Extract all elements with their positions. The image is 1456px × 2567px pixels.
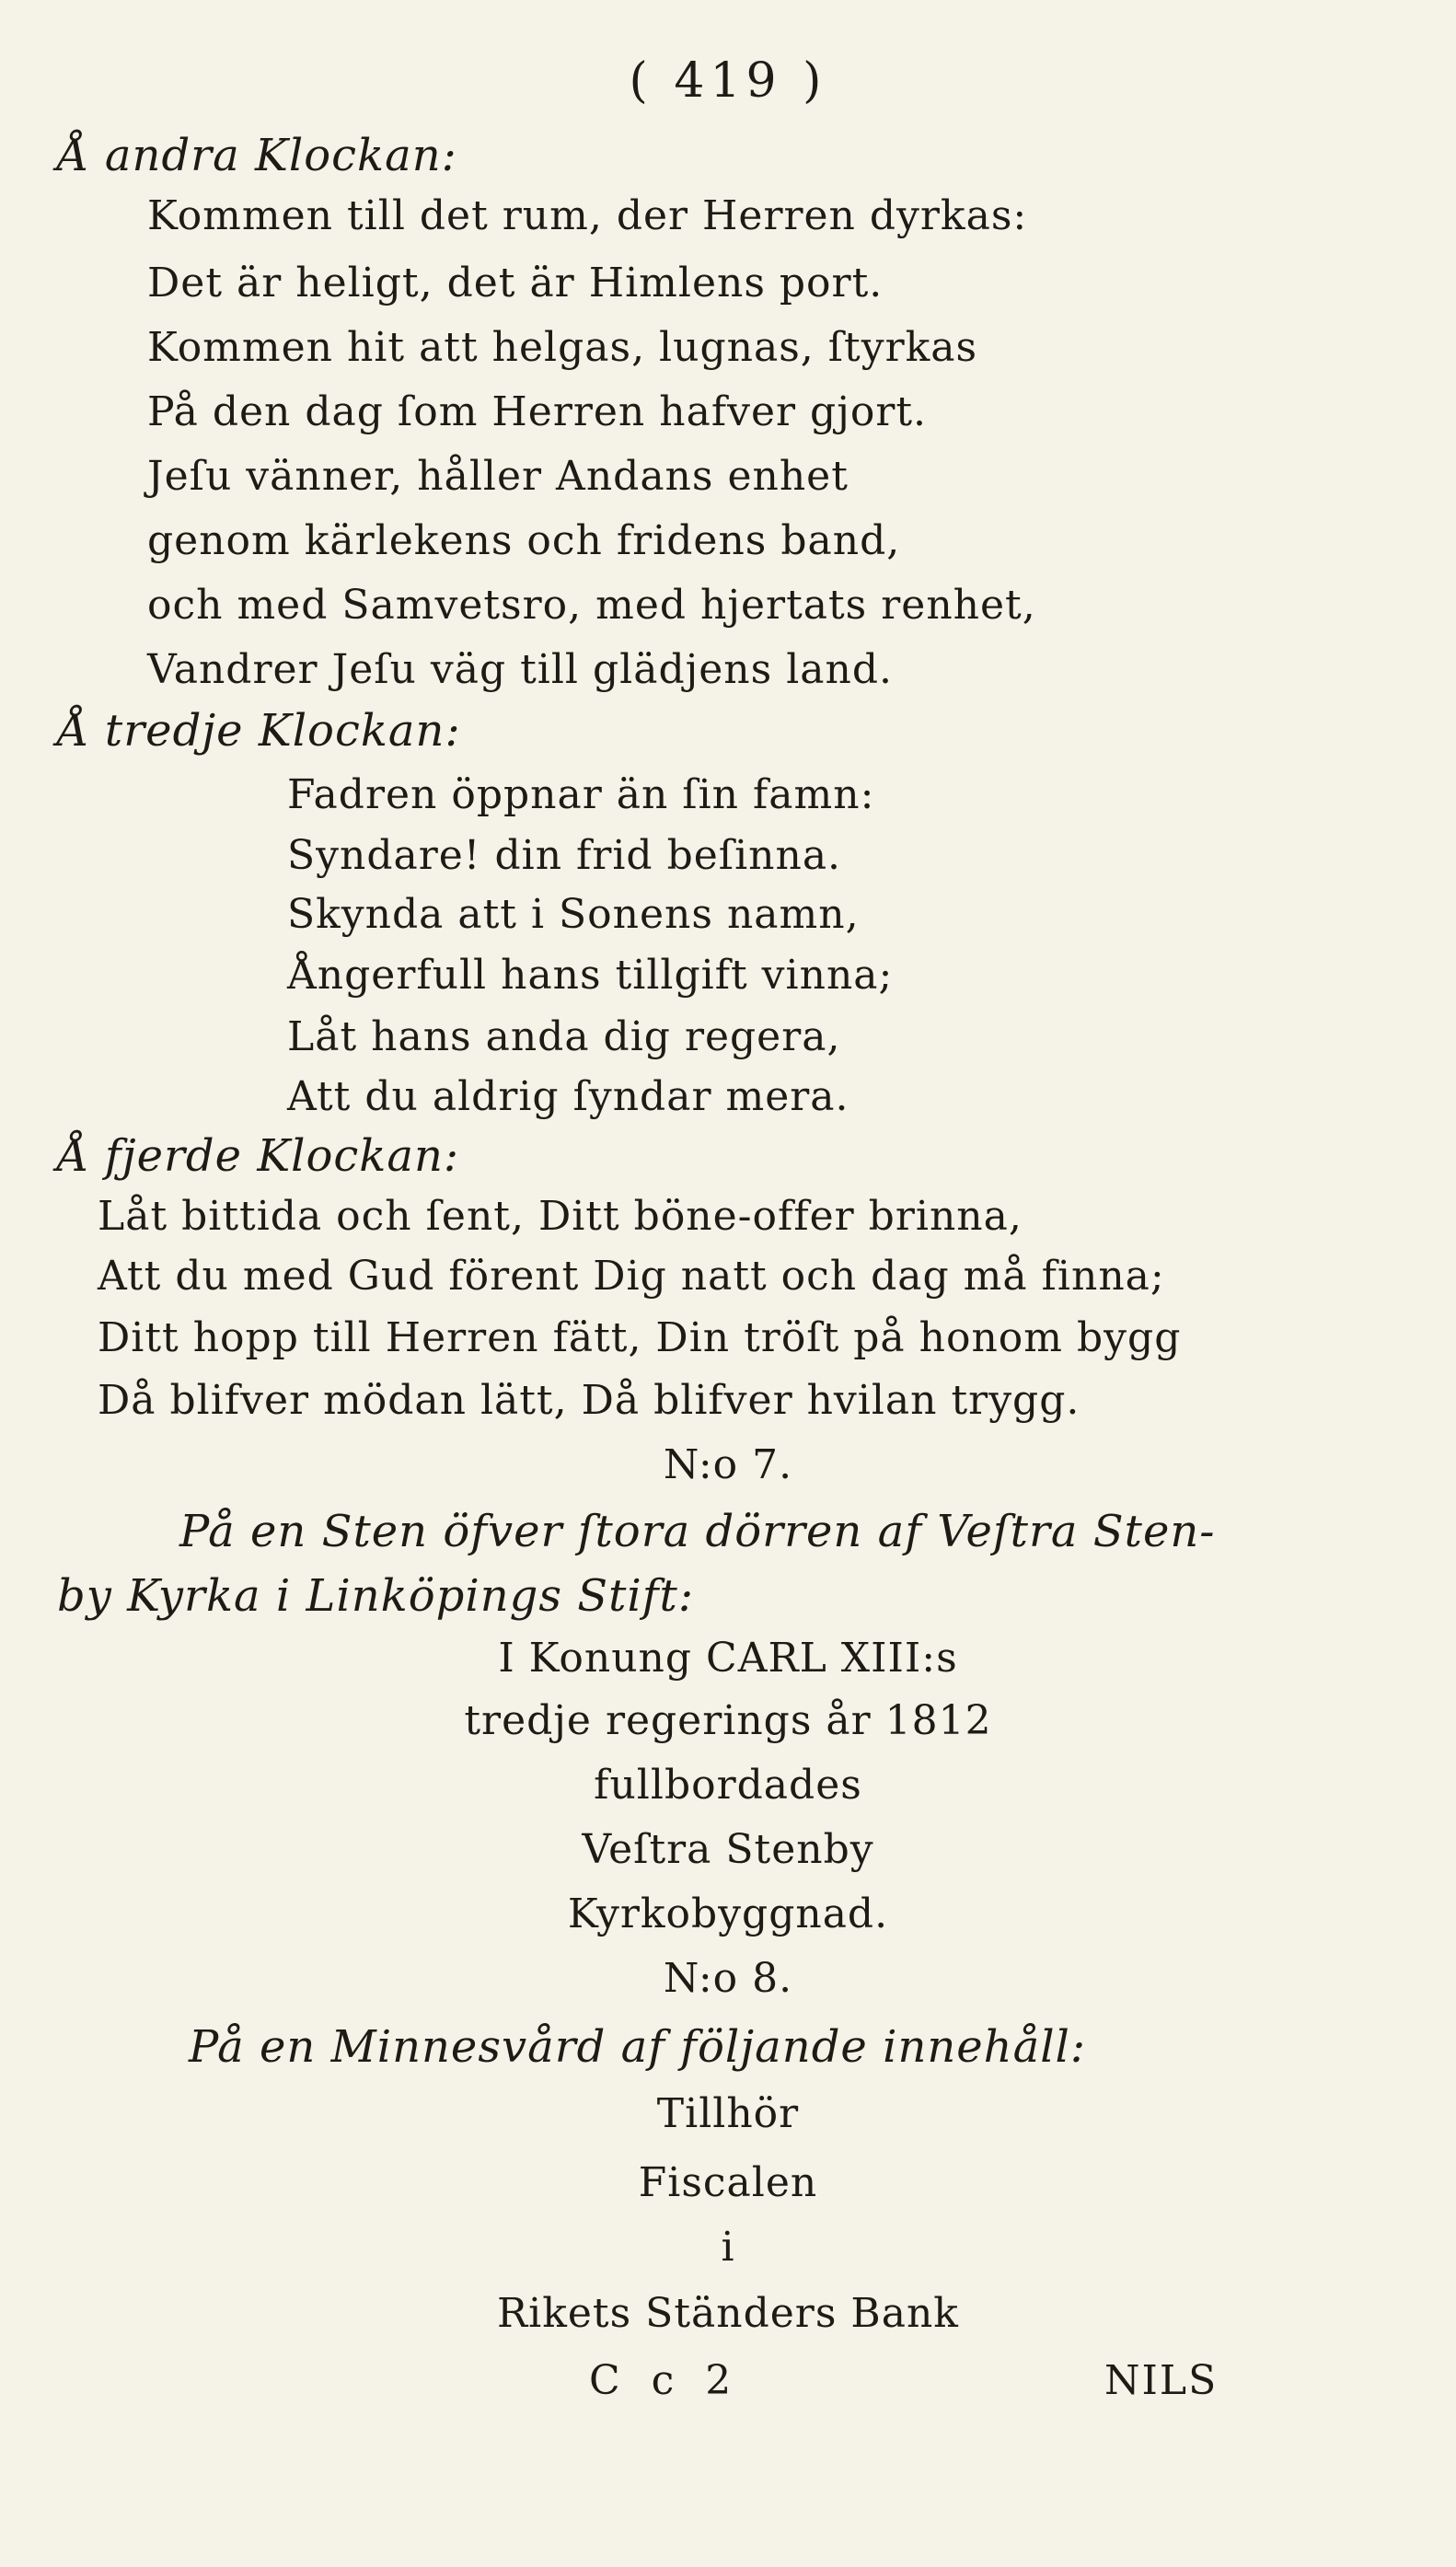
inscription-line: tredje regerings år 1812 (464, 1697, 992, 1744)
verse-line: På den dag ſom Herren hafver gjort. (147, 388, 928, 435)
inscription-line: I Konung CARL XIII:s (498, 1635, 958, 1682)
verse-line: Ditt hopp till Herren fätt, Din tröſt på honom bygg (98, 1314, 1182, 1361)
inscription-line: Kyrkobyggnad. (567, 1891, 889, 1937)
verse-line: genom kärlekens och fridens band, (147, 517, 901, 564)
verse-line: Det är heligt, det är Himlens port. (147, 260, 884, 306)
inscription-line: fullbordades (594, 1762, 862, 1809)
section-heading-fjerde: Å fjerde Klockan: (57, 1130, 460, 1182)
inscription-number-7: N:o 7. (663, 1441, 793, 1488)
verse-line: Fadren öppnar än ſin famn: (287, 771, 875, 818)
inscription-line: i (721, 2224, 735, 2271)
verse-line: Att du aldrig ſyndar mera. (287, 1073, 849, 1120)
inscription-line: Fiscalen (638, 2159, 818, 2206)
verse-line: Låt bittida och ſent, Ditt böne-offer brinna, (98, 1193, 1023, 1240)
page-number: ( 419 ) (629, 53, 827, 109)
inscription-heading-7: På en Sten öfver ſtora dörren af Veſtra Sten- (179, 1506, 1216, 1557)
verse-line: Kommen till det rum, der Herren dyrkas: (147, 192, 1028, 239)
inscription-line: Tillhör (656, 2090, 800, 2137)
verse-line: Låt hans anda dig regera, (287, 1013, 841, 1060)
verse-line: Att du med Gud förent Dig natt och dag må finna; (98, 1253, 1165, 1300)
signature-mark: C c 2 (589, 2357, 741, 2404)
inscription-number-8: N:o 8. (663, 1955, 793, 2002)
inscription-heading-8: På en Minnesvård af följande innehåll: (189, 2021, 1087, 2073)
verse-line: Skynda att i Sonens namn, (287, 891, 860, 938)
inscription-line: Rikets Ständers Bank (497, 2290, 959, 2337)
section-heading-tredje: Å tredje Klockan: (57, 705, 461, 757)
catchword: NILS (1104, 2357, 1219, 2404)
inscription-heading-7-cont: by Kyrka i Linköpings Stift: (57, 1570, 695, 1622)
verse-line: Vandrer Jeſu väg till glädjens land. (147, 646, 893, 693)
section-heading-andra: Å andra Klockan: (57, 130, 457, 181)
verse-line: Kommen hit att helgas, lugnas, ſtyrkas (147, 324, 978, 371)
verse-line: Syndare! din frid beſinna. (287, 832, 842, 879)
inscription-line: Veſtra Stenby (582, 1826, 874, 1873)
verse-line: Jeſu vänner, håller Andans enhet (147, 453, 849, 500)
verse-line: Ångerfull hans tillgift vinna; (287, 952, 894, 999)
verse-line: Då blifver mödan lätt, Då blifver hvilan trygg. (98, 1377, 1080, 1424)
verse-line: och med Samvetsro, med hjertats renhet, (147, 582, 1036, 629)
